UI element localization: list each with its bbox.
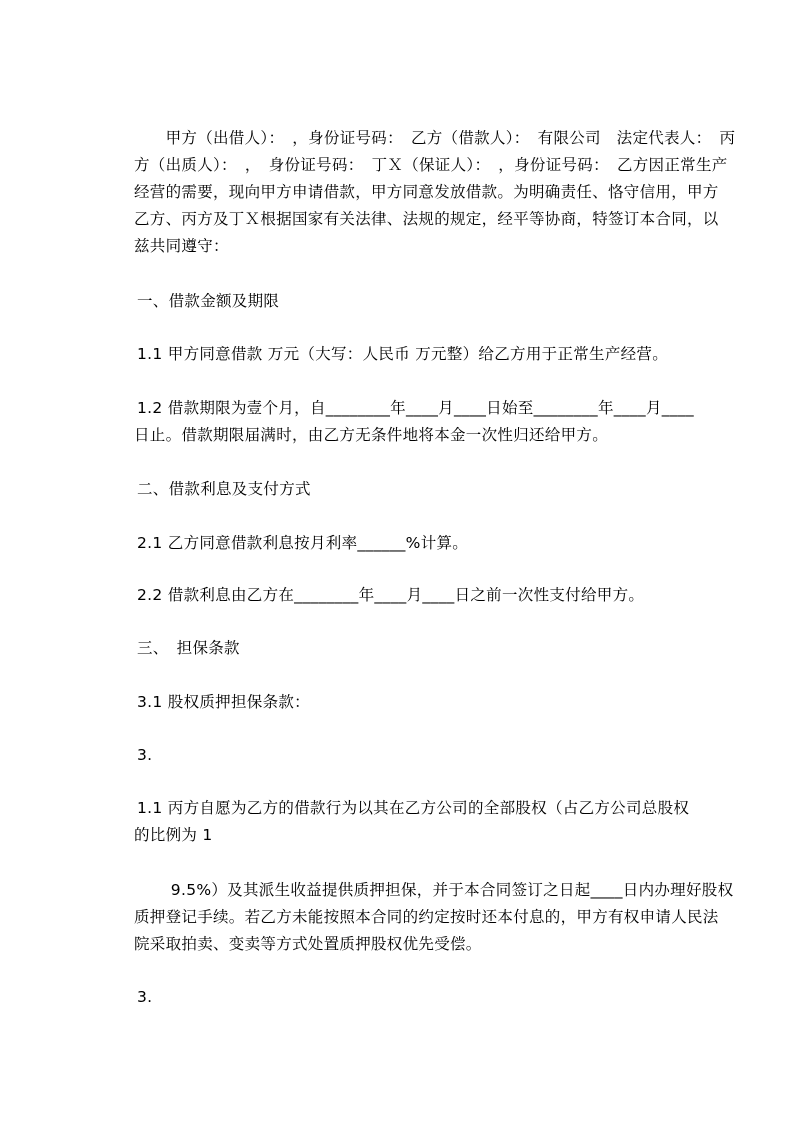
clause-3-1: 3.1 股权质押担保条款： <box>137 693 310 711</box>
clause-3-1-1-cont-line-1: 9.5%）及其派生收益提供质押担保，并于本合同签订之日起____日内办理好股权 <box>155 881 734 899</box>
clause-3-1-1-cont-line-2: 质押登记手续。若乙方未能按照本合同的约定按时还本付息的，甲方有权申请人民法 <box>134 908 719 926</box>
clause-2-2: 2.2 借款利息由乙方在________年____月____日之前一次性支付给甲方。 <box>137 586 645 604</box>
clause-1-2-line-2: 日止。借款期限届满时，由乙方无条件地将本金一次性归还给甲方。 <box>134 426 609 444</box>
section-2-title: 二、借款利息及支付方式 <box>137 480 311 498</box>
intro-line-5: 兹共同遵守： <box>134 237 229 255</box>
clause-3-1-1-cont-line-3: 院采取拍卖、变卖等方式处置质押股权优先受偿。 <box>134 935 482 953</box>
clause-3-marker-a: 3. <box>137 746 153 764</box>
clause-3-1-1-line-1: 1.1 丙方自愿为乙方的借款行为以其在乙方公司的全部股权（占乙方公司总股权 <box>137 799 690 817</box>
clause-3-1-1-line-2: 的比例为 1 <box>134 826 213 844</box>
intro-line-2: 方（出质人）： ， 身份证号码： 丁Ｘ（保证人）： ，身份证号码： 乙方因正常生产 <box>134 156 728 174</box>
intro-line-1: 甲方（出借人）： ，身份证号码： 乙方（借款人）： 有限公司 法定代表人： 丙 <box>134 129 736 147</box>
section-3-title: 三、 担保条款 <box>137 639 240 657</box>
section-1-title: 一、借款金额及期限 <box>137 292 280 310</box>
intro-line-4: 乙方、丙方及丁Ｘ根据国家有关法律、法规的规定，经平等协商，特签订本合同，以 <box>134 210 719 228</box>
intro-line-3: 经营的需要，现向甲方申请借款，甲方同意发放借款。为明确责任、恪守信用，甲方 <box>134 183 719 201</box>
clause-1-2-line-1: 1.2 借款期限为壹个月，自________年____月____日始至________年____月____ <box>137 399 694 417</box>
clause-2-1: 2.1 乙方同意借款利息按月利率______%计算。 <box>137 534 469 552</box>
clause-1-1: 1.1 甲方同意借款 万元（大写：人民币 万元整）给乙方用于正常生产经营。 <box>137 345 669 363</box>
clause-3-marker-b: 3. <box>137 988 153 1006</box>
